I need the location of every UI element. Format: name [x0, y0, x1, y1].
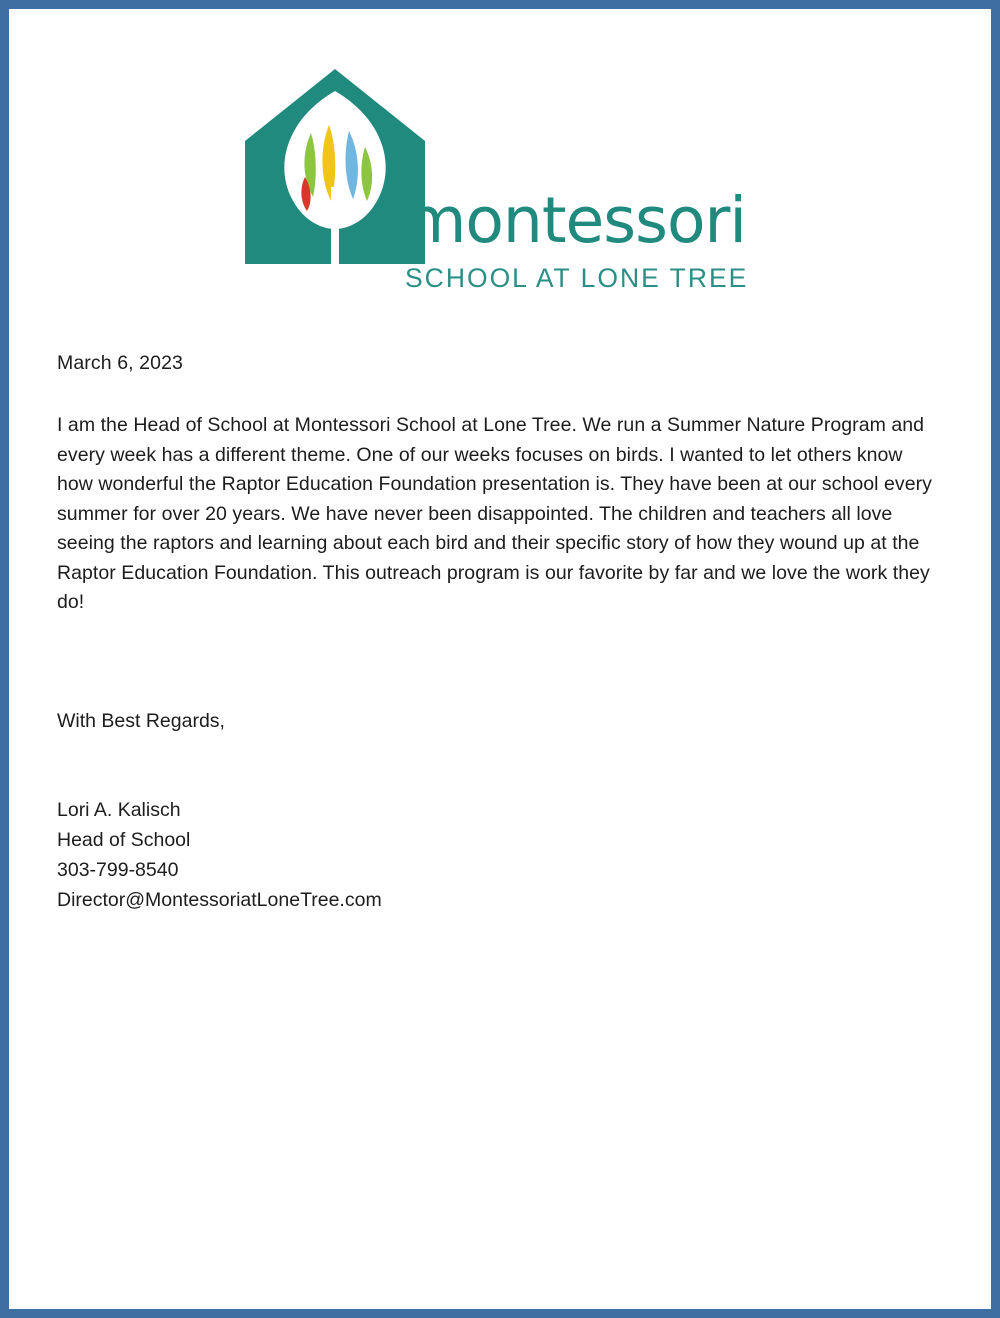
letter-sheet	[12, 12, 988, 1306]
signer-phone: 303-799-8540	[57, 858, 179, 881]
signer-email: Director@MontessoriatLoneTree.com	[57, 888, 382, 911]
letter-paragraph: I am the Head of School at Montessori School at Lone Tree. We run a Summer Nature Program and every week has a different theme. One of our weeks focuses on birds. I wanted to let others know how wonderful the Raptor Education Foundation presentation is. They have been at our school every summer for over 20 years. We have never been disappointed. The children and teachers all love seeing the raptors and learning about each bird and their specific story of how they wound up at the Raptor Education Foundation. This outreach program is our favorite by far and we love the work they do!	[57, 414, 932, 613]
wordmark-tagline: SCHOOL AT LONE TREE	[405, 263, 749, 293]
school-wordmark	[405, 184, 795, 294]
signature-block	[57, 795, 943, 915]
signer-title: Head of School	[57, 828, 191, 851]
letter-body	[57, 352, 943, 915]
page-inner-border	[9, 9, 991, 1309]
letter-closing: With Best Regards,	[57, 709, 225, 732]
letter-date: March 6, 2023	[57, 352, 183, 374]
montessori-tree-house-logo-icon	[245, 69, 425, 264]
school-logo	[245, 69, 790, 297]
letterhead	[12, 12, 988, 312]
wordmark-text: montessori	[405, 184, 746, 257]
signer-name: Lori A. Kalisch	[57, 798, 181, 821]
